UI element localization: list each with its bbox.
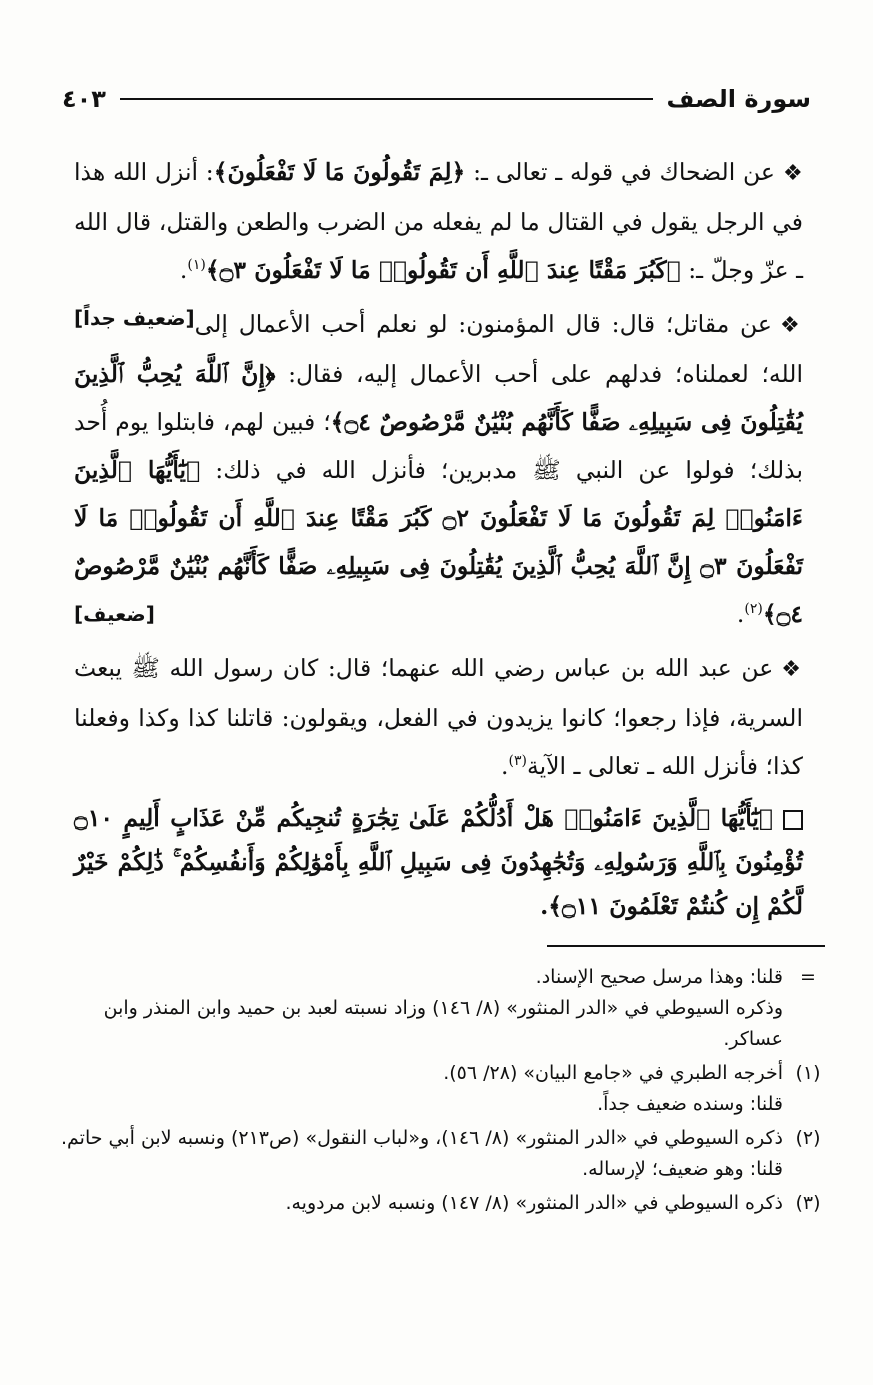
quran-quote: ﴿كَبُرَ مَقْتًا عِندَ ٱللَّهِ أَن تَقُولُوا۟ مَا لَا تَفْعَلُونَ ۝٣﴾ (205, 256, 681, 284)
paragraph-end: . (501, 752, 509, 780)
grade-label: [ضعيف جداً] (74, 306, 195, 330)
footnote-ref: (١) (187, 257, 206, 274)
footnote-1 (48, 1058, 825, 1120)
paragraph-intro: عن مقاتل؛ قال: قال المؤمنون: لو نعلم أحب الأعمال إلى الله؛ لعملناه؛ فدلهم على أحب الأعمال إليه، فقال: (194, 310, 803, 388)
paragraph-text: ؛ فبين لهم، فابتلوا يوم أُحد بذلك؛ فولوا عن النبي ﷺ مدبرين؛ فأنزل الله في ذلك: (74, 408, 804, 484)
verse-block (74, 796, 803, 928)
verse-text: ﴿يَٰٓأَيُّهَا ٱلَّذِينَ ءَامَنُوا۟ هَلْ أَدُلُّكُمْ عَلَىٰ تِجَٰرَةٍ تُنجِيكُم مِّنْ عَذَابٍ أَلِيمٍ ۝١٠ تُؤْمِنُونَ بِٱللَّهِ وَرَسُولِهِۦ وَتُجَٰهِدُونَ فِى سَبِيلِ ٱللَّهِ بِأَمْوَٰلِكُمْ وَأَنفُسِكُمْ ۚ ذَٰلِكُمْ خَيْرٌ لَّكُمْ إِن كُنتُمْ تَعْلَمُونَ ۝١١﴾ (74, 804, 803, 920)
footnote-mark: = (800, 966, 816, 988)
page-header (62, 82, 811, 116)
paragraph-dahhak (74, 148, 803, 330)
paragraph-end: . (179, 256, 188, 284)
quran-quote: ﴿لِمَ تَقُولُونَ مَا لَا تَفْعَلُونَ﴾ (213, 158, 466, 186)
quran-quote: ﴿إِنَّ ٱللَّهَ يُحِبُّ ٱلَّذِينَ يُقَٰتِلُونَ فِى سَبِيلِهِۦ صَفًّا كَأَنَّهُم بُنْيَٰنٌ مَّرْصُوصٌ ۝٤﴾ (74, 360, 803, 436)
header-rule (120, 98, 653, 100)
footnote-mark: (٢) (795, 1127, 821, 1149)
quran-quote: ﴿يَٰٓأَيُّهَا ٱلَّذِينَ ءَامَنُوا۟ لِمَ تَقُولُونَ مَا لَا تَفْعَلُونَ ۝٢ كَبُرَ مَقْتًا عِندَ ٱللَّهِ أَن تَقُولُوا۟ مَا لَا تَفْعَلُونَ ۝٣ إِنَّ ٱللَّهَ يُحِبُّ ٱلَّذِينَ يُقَٰتِلُونَ فِى سَبِيلِهِۦ صَفًّا كَأَنَّهُم بُنْيَٰنٌ مَّرْصُوصٌ ۝٤﴾ (74, 456, 804, 628)
star-icon: ❖ (782, 161, 803, 186)
footnote-line: قلنا: وهذا مرسل صحيح الإسناد. (535, 966, 783, 988)
footnote-mark: (٣) (795, 1192, 821, 1214)
footnote-separator (547, 945, 825, 947)
footnote-line: أخرجه الطبري في «جامع البيان» (٢٨/ ٥٦). (443, 1062, 783, 1084)
footnote-line: وذكره السيوطي في «الدر المنثور» (٨/ ١٤٦) وزاد نسبته لعبد بن حميد وابن المنذر وابن عساكر. (103, 997, 783, 1050)
footnote-mark: (١) (795, 1062, 821, 1084)
paragraph-text: عن عبد الله بن عباس رضي الله عنهما؛ قال: كان رسول الله ﷺ يبعث السرية، فإذا رجعوا؛ كانوا يزيدون في الفعل، ويقولون: قاتلنا كذا وكذا وفعلنا كذا؛ فأنزل الله ـ تعالى ـ الآية (74, 654, 803, 780)
paragraph-text: : أنزل الله هذا في الرجل يقول في القتال ما لم يفعله من الضرب والطعن والقتل، قال الله ـ عزّ وجلّ ـ: (74, 158, 803, 284)
star-icon: ❖ (779, 313, 803, 338)
paragraph-muqatil (74, 300, 803, 638)
star-icon: ❖ (781, 657, 803, 682)
footnote-line: قلنا: وهو ضعيف؛ لإرساله. (582, 1158, 783, 1180)
grade-label: [ضعيف] (74, 602, 155, 626)
footnote-3 (48, 1188, 825, 1219)
paragraph-ibn-abbas (74, 644, 803, 790)
paragraph-end: . (736, 600, 745, 628)
main-text (74, 148, 803, 928)
paragraph-intro: عن الضحاك في قوله ـ تعالى ـ: (465, 158, 775, 186)
verse-end: . (540, 892, 549, 920)
surah-title: سورة الصف (666, 85, 811, 113)
footnote-line: ذكره السيوطي في «الدر المنثور» (٨/ ١٤٦)، و«لباب النقول» (ص٢١٣) ونسبه لابن أبي حاتم. (60, 1127, 783, 1149)
footnotes (48, 962, 825, 1222)
footnote-line: ذكره السيوطي في «الدر المنثور» (٨/ ١٤٧) ونسبه لابن مردويه. (285, 1192, 783, 1214)
footnote-continued (48, 962, 825, 1055)
page-number: ٤٠٣ (62, 85, 106, 113)
square-bullet-icon (783, 810, 803, 830)
footnote-ref: (٣) (508, 753, 527, 770)
footnote-ref: (٢) (744, 601, 763, 618)
footnote-2 (48, 1123, 825, 1185)
footnote-line: قلنا: وسنده ضعيف جداً. (597, 1093, 783, 1115)
